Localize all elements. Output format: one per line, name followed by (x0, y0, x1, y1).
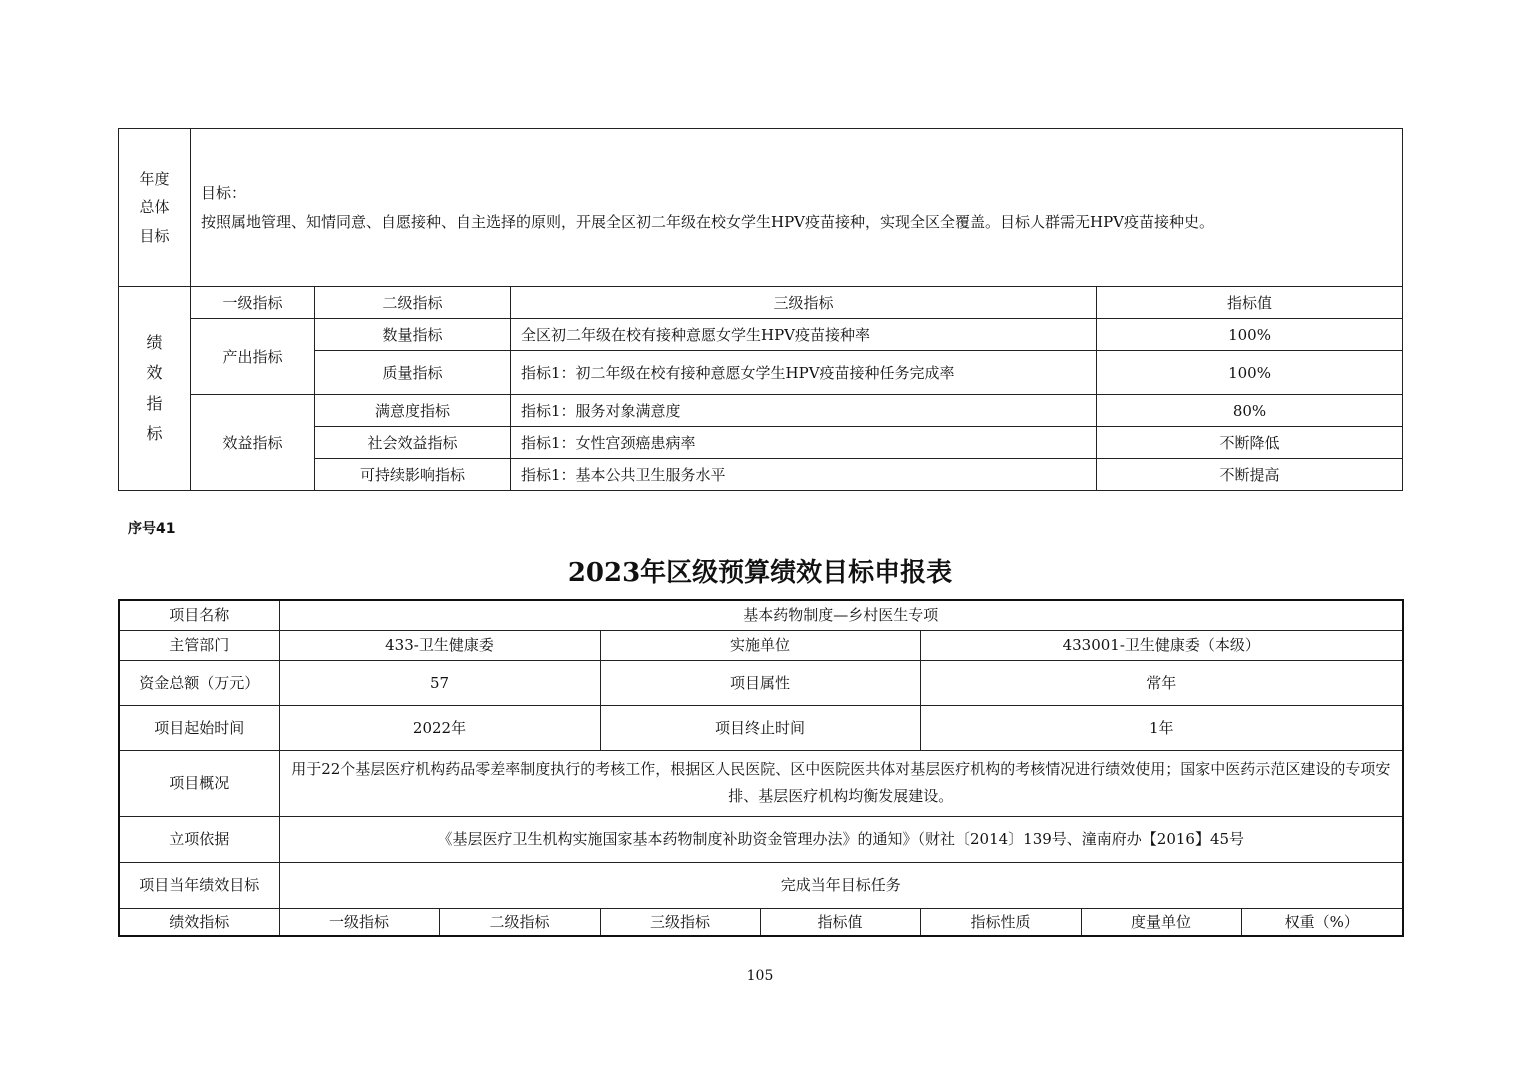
table-row-level2: 可持续影响指标 (315, 459, 511, 491)
value-header: 指标值 (760, 908, 920, 936)
table-row-value: 80% (1097, 395, 1403, 427)
project-name: 基本药物制度—乡村医生专项 (279, 600, 1403, 630)
level2-header: 二级指标 (439, 908, 600, 936)
start-label: 项目起始时间 (119, 705, 279, 750)
end-label: 项目终止时间 (600, 705, 920, 750)
header-value: 指标值 (1097, 287, 1403, 319)
table-row-value: 100% (1097, 319, 1403, 351)
table-row-value: 不断提高 (1097, 459, 1403, 491)
annual-goal-line1: 目标： (201, 184, 247, 202)
header-level2: 二级指标 (315, 287, 511, 319)
perf-indicator-label: 绩效指标 (119, 287, 191, 491)
header-level1: 一级指标 (191, 287, 315, 319)
table-row-level3: 指标1：基本公共卫生服务水平 (511, 459, 1097, 491)
level1-header: 一级指标 (279, 908, 439, 936)
table-row-level2: 满意度指标 (315, 395, 511, 427)
header-level3: 三级指标 (511, 287, 1097, 319)
annual-goal-label: 年度总体目标 (119, 129, 191, 287)
budget-form-table (118, 599, 1404, 937)
start-value: 2022年 (279, 705, 600, 750)
impl-value: 433001-卫生健康委（本级） (920, 630, 1403, 660)
project-name-label: 项目名称 (119, 600, 279, 630)
table-row-level3: 指标1：初二年级在校有接种意愿女学生HPV疫苗接种任务完成率 (511, 351, 1097, 395)
dept-label: 主管部门 (119, 630, 279, 660)
fund-label: 资金总额（万元） (119, 660, 279, 705)
table-row-value: 100% (1097, 351, 1403, 395)
page-number: 105 (746, 968, 774, 984)
attr-label: 项目属性 (600, 660, 920, 705)
weight-header: 权重（%） (1241, 908, 1403, 936)
unit-header: 度量单位 (1081, 908, 1241, 936)
overview-value: 用于22个基层医疗机构药品零差率制度执行的考核工作，根据区人民医院、区中医院医共体对基层医疗机构的考核情况进行绩效使用；国家中医药示范区建设的专项安排、基层医疗机构均衡发展建设。 (279, 750, 1403, 816)
impl-label: 实施单位 (600, 630, 920, 660)
goal-label: 项目当年绩效目标 (119, 862, 279, 908)
annual-goal-line2: 按照属地管理、知情同意、自愿接种、自主选择的原则，开展全区初二年级在校女学生HPV疫苗接种，实现全区全覆盖。目标人群需无HPV疫苗接种史。 (201, 212, 1215, 231)
output-indicator-label: 产出指标 (191, 319, 315, 395)
goal-value: 完成当年目标任务 (279, 862, 1403, 908)
level3-header: 三级指标 (600, 908, 760, 936)
table-row-level2: 社会效益指标 (315, 427, 511, 459)
table-row-level2: 质量指标 (315, 351, 511, 395)
overview-label: 项目概况 (119, 750, 279, 816)
nature-header: 指标性质 (920, 908, 1081, 936)
table-row-level3: 全区初二年级在校有接种意愿女学生HPV疫苗接种率 (511, 319, 1097, 351)
upper-indicator-table (118, 128, 1403, 491)
form-title: 2023年区级预算绩效目标申报表 (567, 558, 953, 588)
benefit-indicator-label: 效益指标 (191, 395, 315, 491)
annual-goal-content (191, 129, 1403, 287)
table-row-level3: 指标1：女性宫颈癌患病率 (511, 427, 1097, 459)
dept-value: 433-卫生健康委 (279, 630, 600, 660)
fund-value: 57 (279, 660, 600, 705)
attr-value: 常年 (920, 660, 1403, 705)
basis-label: 立项依据 (119, 816, 279, 862)
table-row-level3: 指标1：服务对象满意度 (511, 395, 1097, 427)
table-row-value: 不断降低 (1097, 427, 1403, 459)
table-row-level2: 数量指标 (315, 319, 511, 351)
basis-value: 《基层医疗卫生机构实施国家基本药物制度补助资金管理办法》的通知》（财社〔2014〕139号、潼南府办【2016】45号 (279, 816, 1403, 862)
perf-header: 绩效指标 (119, 908, 279, 936)
sequence-number: 序号41 (128, 521, 176, 537)
end-value: 1年 (920, 705, 1403, 750)
